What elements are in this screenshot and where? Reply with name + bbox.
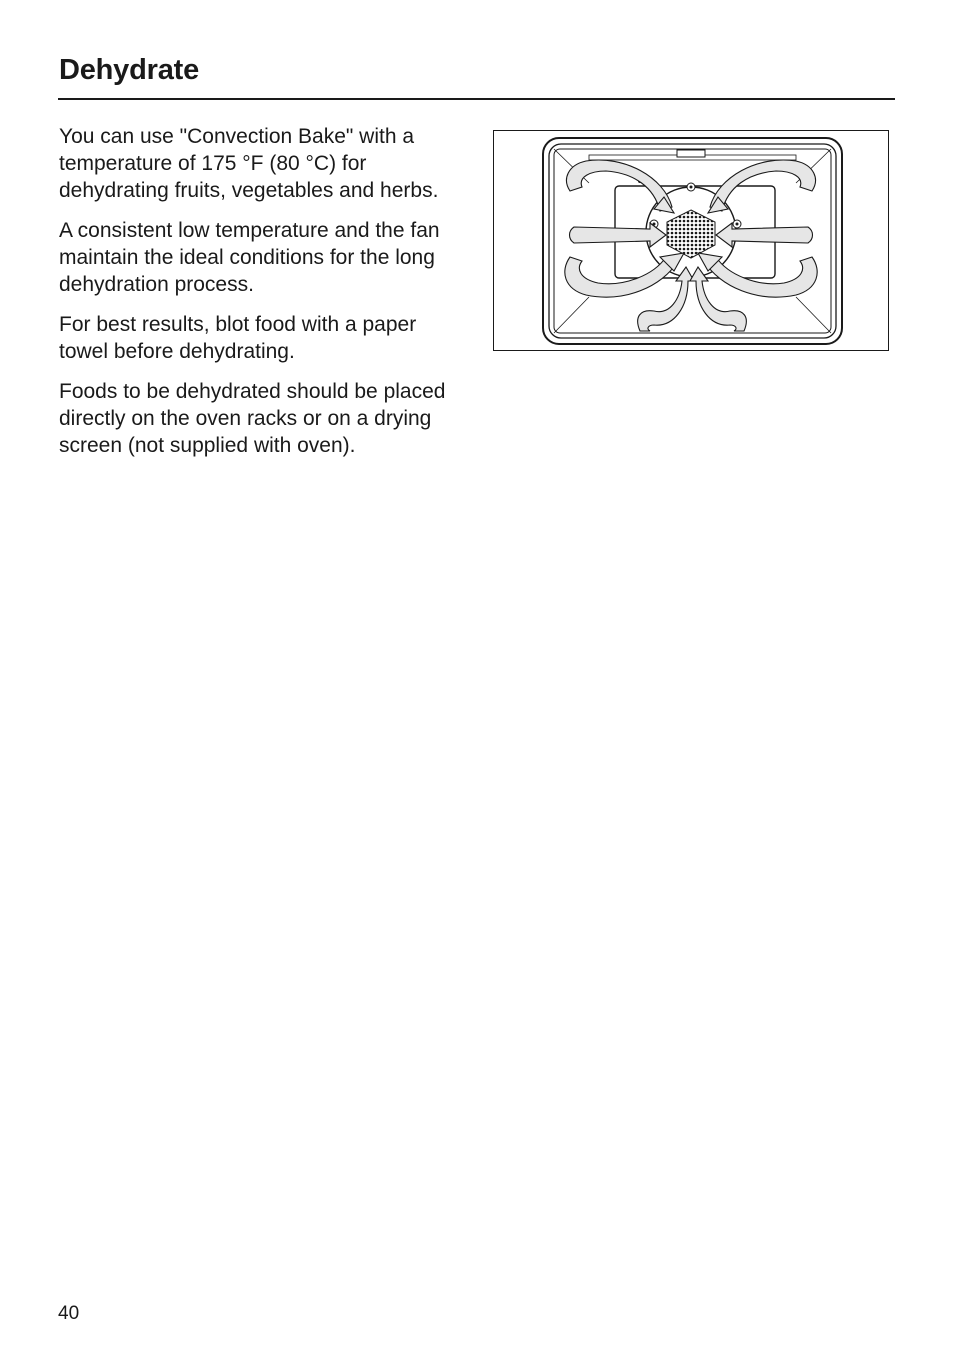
paragraph-blot-food: For best results, blot food with a paper towel before dehydrating.: [59, 313, 417, 363]
paragraph-convection-bake: You can use "Convection Bake" with a temperature of 175 °F (80 °C) for dehydrating fruits, vegetables and herbs.: [59, 125, 439, 202]
body-text: [59, 123, 469, 472]
page-number: 40: [58, 1303, 80, 1324]
paragraph-low-temperature: A consistent low temperature and the fan maintain the ideal conditions for the long dehydration process.: [59, 219, 440, 296]
paragraph-oven-racks: Foods to be dehydrated should be placed directly on the oven racks or on a drying screen (not supplied with oven).: [59, 380, 446, 457]
oven-fan-airflow-icon: [494, 131, 887, 349]
title-divider: [58, 98, 895, 100]
oven-airflow-figure: [493, 130, 889, 351]
page-title: Dehydrate: [59, 54, 200, 86]
